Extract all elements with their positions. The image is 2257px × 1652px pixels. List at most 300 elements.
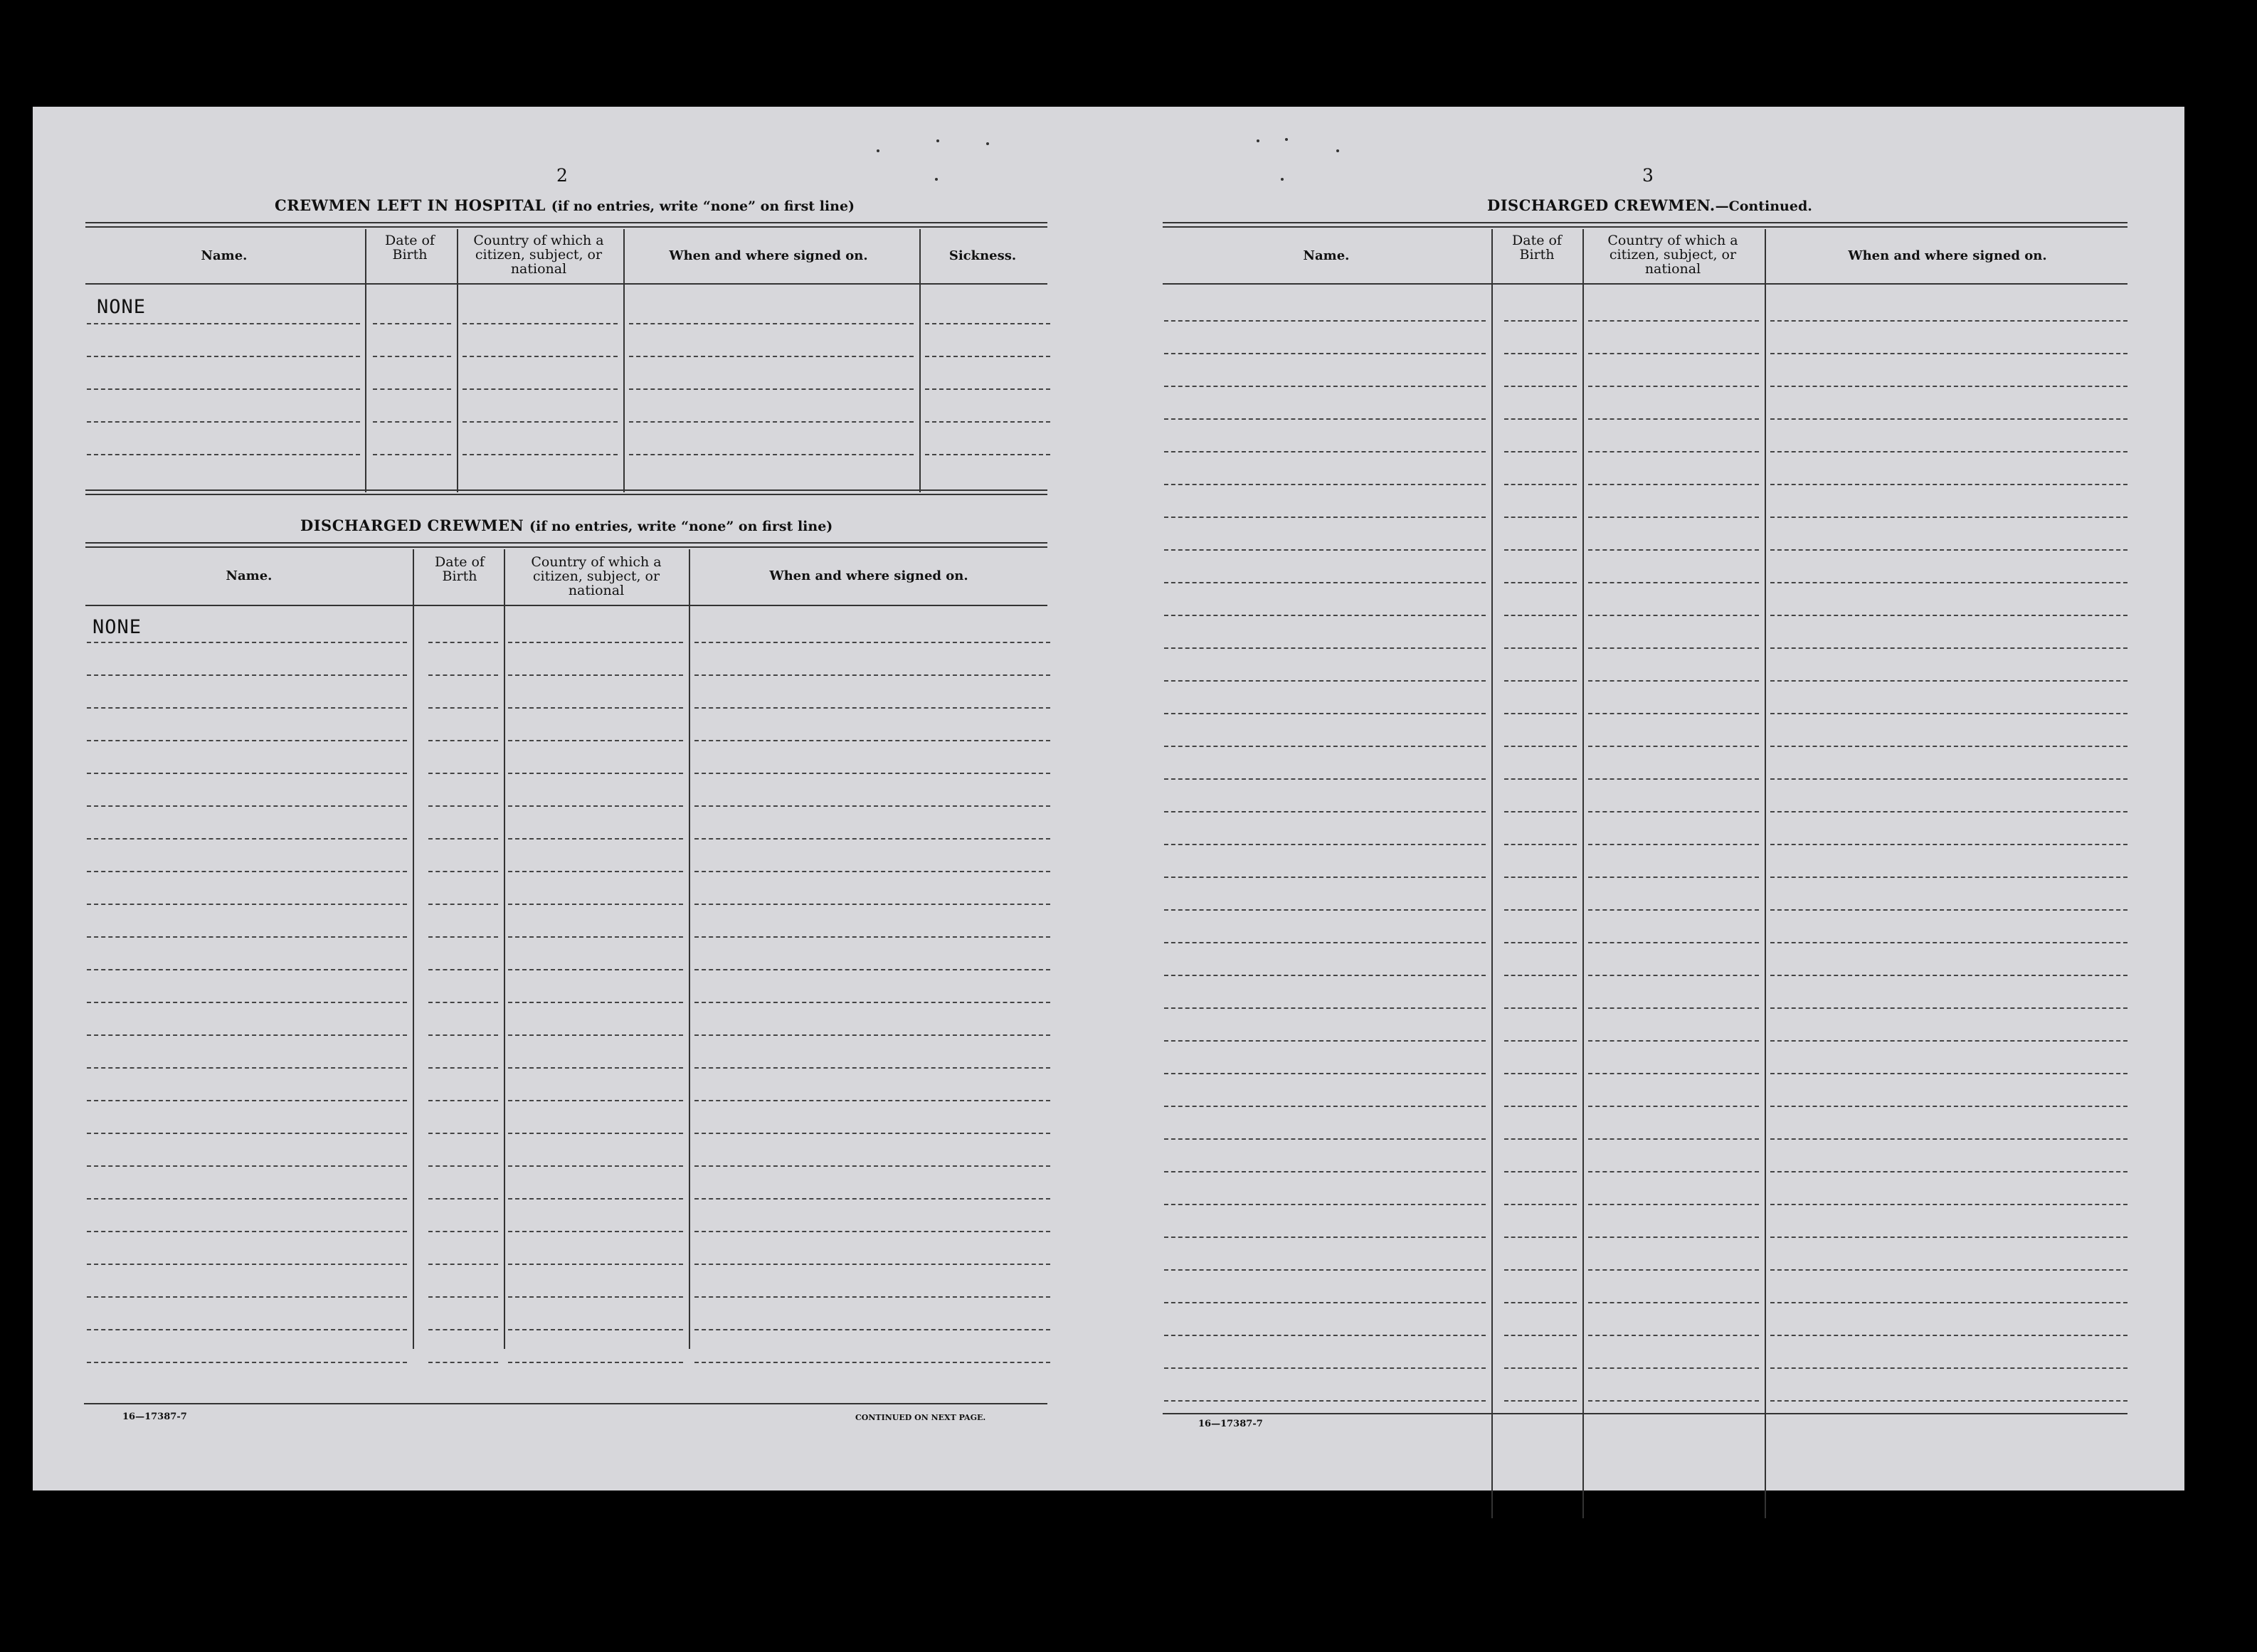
ruled-line: [1164, 1138, 1486, 1140]
ruled-line: [1504, 582, 1577, 583]
ruled-line: [629, 388, 914, 390]
discharged-vline-1: [413, 549, 414, 1349]
discharged-section-title: [300, 517, 832, 534]
discharged-title-note: (if no entries, write “none” on first line): [529, 519, 833, 534]
hospital-vline-4: [919, 229, 921, 492]
ruled-line: [1770, 680, 2128, 682]
ruled-line: [508, 1296, 683, 1298]
scan-speck: [986, 142, 989, 145]
ruled-line: [694, 1329, 1050, 1330]
ruled-line: [508, 642, 683, 643]
ruled-line: [87, 1133, 407, 1134]
ruled-line: [1770, 1171, 2128, 1172]
ruled-line: [87, 740, 407, 741]
ruled-line: [1588, 386, 1759, 387]
ruled-line: [1770, 1400, 2128, 1402]
right-title-note: —Continued.: [1715, 198, 1812, 214]
hospital-entry-name: NONE: [97, 296, 147, 318]
ruled-line: [694, 1198, 1050, 1200]
ruled-line: [1588, 1106, 1759, 1107]
hospital-header-rule: [85, 283, 1047, 285]
ruled-line: [1770, 647, 2128, 649]
ruled-line: [1588, 517, 1759, 518]
ruled-line: [925, 356, 1050, 357]
ruled-line: [1504, 647, 1577, 649]
ruled-line: [1588, 647, 1759, 649]
ruled-line: [87, 1198, 407, 1200]
ruled-line: [1770, 320, 2128, 322]
ruled-line: [694, 642, 1050, 643]
ruled-line: [1164, 1007, 1486, 1009]
ruled-line: [1588, 844, 1759, 845]
ruled-line: [1770, 418, 2128, 420]
ruled-line: [1164, 549, 1486, 551]
ruled-line: [373, 323, 451, 324]
right-vline-3: [1765, 229, 1766, 1518]
ruled-line: [694, 969, 1050, 970]
ruled-line: [87, 1296, 407, 1298]
ruled-line: [428, 1100, 498, 1101]
ruled-line: [1504, 451, 1577, 452]
ruled-line: [87, 1002, 407, 1003]
ruled-line: [1770, 811, 2128, 812]
ruled-line: [1504, 1400, 1577, 1402]
ruled-line: [87, 1034, 407, 1036]
ruled-line: [87, 1362, 407, 1363]
ruled-line: [87, 1067, 407, 1069]
ruled-line: [694, 707, 1050, 709]
discharged-entry-name: NONE: [92, 616, 142, 638]
ruled-line: [1164, 484, 1486, 485]
ruled-line: [1770, 1367, 2128, 1369]
ruled-line: [1164, 713, 1486, 714]
ruled-line: [1770, 549, 2128, 551]
ruled-line: [428, 1296, 498, 1298]
ruled-line: [1504, 844, 1577, 845]
ruled-line: [1770, 451, 2128, 452]
ruled-line: [1164, 647, 1486, 649]
ruled-line: [1504, 713, 1577, 714]
ruled-line: [1504, 517, 1577, 518]
ruled-line: [1588, 1367, 1759, 1369]
hospital-vline-3: [623, 229, 625, 492]
ruled-line: [1504, 386, 1577, 387]
hospital-vline-1: [365, 229, 366, 492]
ruled-line: [1770, 1138, 2128, 1140]
ruled-line: [87, 388, 360, 390]
ruled-line: [428, 707, 498, 709]
ruled-line: [373, 388, 451, 390]
ruled-line: [1164, 320, 1486, 322]
ruled-line: [1504, 909, 1577, 911]
ruled-line: [1164, 1106, 1486, 1107]
ruled-line: [694, 871, 1050, 872]
ruled-line: [694, 1165, 1050, 1167]
ruled-line: [1164, 746, 1486, 747]
ruled-line: [1770, 615, 2128, 616]
ruled-line: [1164, 909, 1486, 911]
scan-speck: [1281, 178, 1284, 181]
ruled-line: [925, 421, 1050, 423]
ruled-line: [1588, 1138, 1759, 1140]
ruled-line: [428, 1165, 498, 1167]
ruled-line: [1588, 1302, 1759, 1303]
ruled-line: [1164, 680, 1486, 682]
ruled-line: [87, 323, 360, 324]
ruled-line: [1588, 1400, 1759, 1402]
right-col-country: Country of which a citizen, subject, or national: [1607, 233, 1738, 277]
ruled-line: [1504, 1171, 1577, 1172]
ruled-line: [694, 1100, 1050, 1101]
ruled-line: [694, 740, 1050, 741]
right-bottom-rule: [1163, 1413, 2128, 1414]
ruled-line: [1588, 1171, 1759, 1172]
ruled-line: [1770, 877, 2128, 878]
ruled-line: [508, 1231, 683, 1232]
ruled-line: [1770, 1237, 2128, 1238]
ruled-line: [1504, 1367, 1577, 1369]
ruled-line: [87, 1329, 407, 1330]
ruled-line: [1164, 615, 1486, 616]
ruled-line: [925, 388, 1050, 390]
ruled-line: [1164, 1269, 1486, 1271]
ruled-line: [428, 642, 498, 643]
ruled-line: [1770, 582, 2128, 583]
ruled-line: [694, 838, 1050, 840]
ruled-line: [694, 1067, 1050, 1069]
ruled-line: [508, 1198, 683, 1200]
discharged-top-rule-2: [85, 546, 1047, 548]
hospital-vline-2: [457, 229, 458, 492]
ruled-line: [1770, 1007, 2128, 1009]
ruled-line: [694, 1362, 1050, 1363]
ruled-line: [508, 1165, 683, 1167]
ruled-line: [508, 1362, 683, 1363]
ruled-line: [508, 904, 683, 905]
ruled-line: [1164, 386, 1486, 387]
ruled-line: [925, 323, 1050, 324]
ruled-line: [462, 323, 618, 324]
ruled-line: [87, 805, 407, 807]
ruled-line: [1504, 484, 1577, 485]
ruled-line: [1504, 1302, 1577, 1303]
scan-speck: [936, 139, 939, 142]
ruled-line: [1588, 680, 1759, 682]
ruled-line: [508, 969, 683, 970]
ruled-line: [508, 1133, 683, 1134]
ruled-line: [1588, 484, 1759, 485]
ruled-line: [1770, 517, 2128, 518]
ruled-line: [1504, 680, 1577, 682]
ruled-line: [1164, 582, 1486, 583]
ruled-line: [508, 1034, 683, 1036]
ruled-line: [1164, 877, 1486, 878]
ruled-line: [1770, 1106, 2128, 1107]
ruled-line: [373, 421, 451, 423]
ruled-line: [1164, 975, 1486, 976]
ruled-line: [428, 969, 498, 970]
ruled-line: [428, 1067, 498, 1069]
ruled-line: [1770, 1073, 2128, 1074]
discharged-top-rule: [85, 542, 1047, 544]
right-vline-1: [1491, 229, 1493, 1518]
discharged-col-name: Name.: [226, 568, 273, 583]
ruled-line: [1588, 418, 1759, 420]
ruled-line: [1588, 746, 1759, 747]
ruled-line: [428, 773, 498, 774]
ruled-line: [1770, 975, 2128, 976]
ruled-line: [1770, 1204, 2128, 1205]
ruled-line: [1770, 942, 2128, 943]
discharged-header-rule: [85, 605, 1047, 606]
discharged-col-signed: When and where signed on.: [769, 568, 968, 583]
ruled-line: [1504, 615, 1577, 616]
right-header-rule: [1163, 283, 2128, 285]
ruled-line: [508, 707, 683, 709]
ruled-line: [428, 904, 498, 905]
ruled-line: [87, 642, 407, 643]
ruled-line: [1164, 353, 1486, 354]
ruled-line: [508, 805, 683, 807]
ruled-line: [428, 805, 498, 807]
hospital-col-name: Name.: [201, 248, 248, 263]
ruled-line: [373, 454, 451, 455]
ruled-line: [87, 1100, 407, 1101]
ruled-line: [1504, 1237, 1577, 1238]
ruled-line: [1164, 778, 1486, 780]
ruled-line: [428, 1231, 498, 1232]
ruled-line: [1770, 909, 2128, 911]
right-top-rule-2: [1163, 226, 2128, 228]
ruled-line: [1588, 877, 1759, 878]
ruled-line: [428, 1329, 498, 1330]
ruled-line: [428, 1002, 498, 1003]
ruled-line: [1588, 451, 1759, 452]
ruled-line: [1588, 1335, 1759, 1336]
ruled-line: [87, 936, 407, 938]
hospital-title-note: (if no entries, write “none” on first line): [551, 198, 855, 214]
ruled-line: [1164, 418, 1486, 420]
discharged-col-dob: Date of Birth: [435, 554, 485, 584]
right-col-name: Name.: [1303, 248, 1350, 263]
right-form-number: 16—17387-7: [1198, 1419, 1263, 1429]
ruled-line: [1504, 1106, 1577, 1107]
ruled-line: [1164, 1171, 1486, 1172]
ruled-line: [87, 674, 407, 676]
ruled-line: [1770, 844, 2128, 845]
ruled-line: [1770, 746, 2128, 747]
ruled-line: [428, 871, 498, 872]
ruled-line: [1504, 746, 1577, 747]
ruled-line: [1588, 909, 1759, 911]
ruled-line: [1164, 1237, 1486, 1238]
ruled-line: [1588, 1237, 1759, 1238]
ruled-line: [1588, 811, 1759, 812]
ruled-line: [694, 1296, 1050, 1298]
ruled-line: [629, 356, 914, 357]
right-top-rule: [1163, 222, 2128, 223]
ruled-line: [1504, 942, 1577, 943]
right-section-title: [1487, 196, 1812, 214]
scan-speck: [1285, 138, 1288, 141]
ruled-line: [87, 1165, 407, 1167]
discharged-vline-2: [504, 549, 505, 1349]
ruled-line: [629, 421, 914, 423]
ruled-line: [1770, 1269, 2128, 1271]
ruled-line: [1504, 418, 1577, 420]
ruled-line: [87, 969, 407, 970]
ruled-line: [1588, 778, 1759, 780]
right-vline-2: [1582, 229, 1584, 1518]
ruled-line: [1504, 1335, 1577, 1336]
ruled-line: [462, 356, 618, 357]
ruled-line: [87, 1264, 407, 1265]
ruled-line: [428, 740, 498, 741]
ruled-line: [1164, 1204, 1486, 1205]
ruled-line: [1164, 451, 1486, 452]
ruled-line: [428, 674, 498, 676]
ruled-line: [1504, 975, 1577, 976]
ruled-line: [1164, 844, 1486, 845]
discharged-vline-3: [689, 549, 690, 1349]
ruled-line: [1504, 1040, 1577, 1042]
document-sheet: [33, 107, 2184, 1490]
ruled-line: [87, 871, 407, 872]
ruled-line: [1588, 975, 1759, 976]
ruled-line: [1770, 1302, 2128, 1303]
ruled-line: [87, 904, 407, 905]
hospital-bottom-rule-2: [85, 494, 1047, 495]
ruled-line: [508, 936, 683, 938]
ruled-line: [1588, 353, 1759, 354]
discharged-title: DISCHARGED CREWMEN: [300, 517, 524, 534]
ruled-line: [87, 707, 407, 709]
ruled-line: [1770, 484, 2128, 485]
ruled-line: [373, 356, 451, 357]
ruled-line: [508, 773, 683, 774]
ruled-line: [508, 740, 683, 741]
ruled-line: [694, 1034, 1050, 1036]
scan-speck: [1336, 149, 1339, 152]
ruled-line: [694, 805, 1050, 807]
ruled-line: [87, 773, 407, 774]
hospital-bottom-rule: [85, 489, 1047, 491]
ruled-line: [508, 1002, 683, 1003]
ruled-line: [1164, 811, 1486, 812]
ruled-line: [1504, 778, 1577, 780]
ruled-line: [1588, 1073, 1759, 1074]
ruled-line: [694, 1133, 1050, 1134]
ruled-line: [1504, 811, 1577, 812]
right-col-dob: Date of Birth: [1512, 233, 1562, 263]
ruled-line: [694, 1264, 1050, 1265]
ruled-line: [428, 1198, 498, 1200]
ruled-line: [925, 454, 1050, 455]
ruled-line: [508, 838, 683, 840]
ruled-line: [1504, 1204, 1577, 1205]
hospital-col-country: Country of which a citizen, subject, or national: [473, 233, 604, 277]
ruled-line: [694, 936, 1050, 938]
ruled-line: [428, 1133, 498, 1134]
ruled-line: [428, 1264, 498, 1265]
hospital-col-dob: Date of Birth: [385, 233, 435, 263]
ruled-line: [694, 674, 1050, 676]
ruled-line: [694, 1231, 1050, 1232]
ruled-line: [87, 1231, 407, 1232]
ruled-line: [1588, 549, 1759, 551]
hospital-col-signed: When and where signed on.: [669, 248, 868, 263]
ruled-line: [1588, 320, 1759, 322]
scan-speck: [877, 149, 879, 152]
ruled-line: [1164, 1302, 1486, 1303]
ruled-line: [629, 454, 914, 455]
ruled-line: [1588, 1269, 1759, 1271]
right-title: DISCHARGED CREWMEN.: [1487, 196, 1716, 214]
hospital-section-title: [275, 196, 855, 214]
ruled-line: [1164, 1400, 1486, 1402]
ruled-line: [462, 454, 618, 455]
ruled-line: [1770, 1040, 2128, 1042]
ruled-line: [1588, 1007, 1759, 1009]
ruled-line: [1588, 713, 1759, 714]
discharged-bottom-rule: [84, 1403, 1047, 1404]
continued-note: CONTINUED ON NEXT PAGE.: [855, 1413, 986, 1422]
scan-speck: [935, 178, 938, 181]
ruled-line: [1588, 1204, 1759, 1205]
ruled-line: [87, 838, 407, 840]
ruled-line: [508, 1067, 683, 1069]
ruled-line: [87, 454, 360, 455]
ruled-line: [508, 1264, 683, 1265]
left-form-number: 16—17387-7: [122, 1412, 187, 1422]
ruled-line: [428, 1034, 498, 1036]
ruled-line: [428, 1362, 498, 1363]
ruled-line: [508, 871, 683, 872]
ruled-line: [1164, 1040, 1486, 1042]
hospital-top-rule-2: [85, 226, 1047, 228]
ruled-line: [694, 1002, 1050, 1003]
right-page-number: 3: [1642, 165, 1654, 186]
ruled-line: [428, 936, 498, 938]
ruled-line: [1504, 1073, 1577, 1074]
ruled-line: [508, 674, 683, 676]
ruled-line: [1588, 1040, 1759, 1042]
hospital-top-rule: [85, 222, 1047, 223]
ruled-line: [428, 838, 498, 840]
ruled-line: [1504, 549, 1577, 551]
ruled-line: [1770, 778, 2128, 780]
ruled-line: [1770, 386, 2128, 387]
ruled-line: [694, 773, 1050, 774]
ruled-line: [1164, 1073, 1486, 1074]
ruled-line: [508, 1329, 683, 1330]
ruled-line: [462, 421, 618, 423]
ruled-line: [87, 356, 360, 357]
ruled-line: [1588, 942, 1759, 943]
left-page-number: 2: [556, 165, 568, 186]
ruled-line: [87, 421, 360, 423]
ruled-line: [1504, 320, 1577, 322]
hospital-title: CREWMEN LEFT IN HOSPITAL: [275, 196, 546, 214]
scan-speck: [1257, 139, 1259, 142]
ruled-line: [1164, 942, 1486, 943]
ruled-line: [1770, 1335, 2128, 1336]
ruled-line: [1504, 353, 1577, 354]
right-col-signed: When and where signed on.: [1848, 248, 2047, 263]
ruled-line: [694, 904, 1050, 905]
ruled-line: [1588, 615, 1759, 616]
ruled-line: [629, 323, 914, 324]
